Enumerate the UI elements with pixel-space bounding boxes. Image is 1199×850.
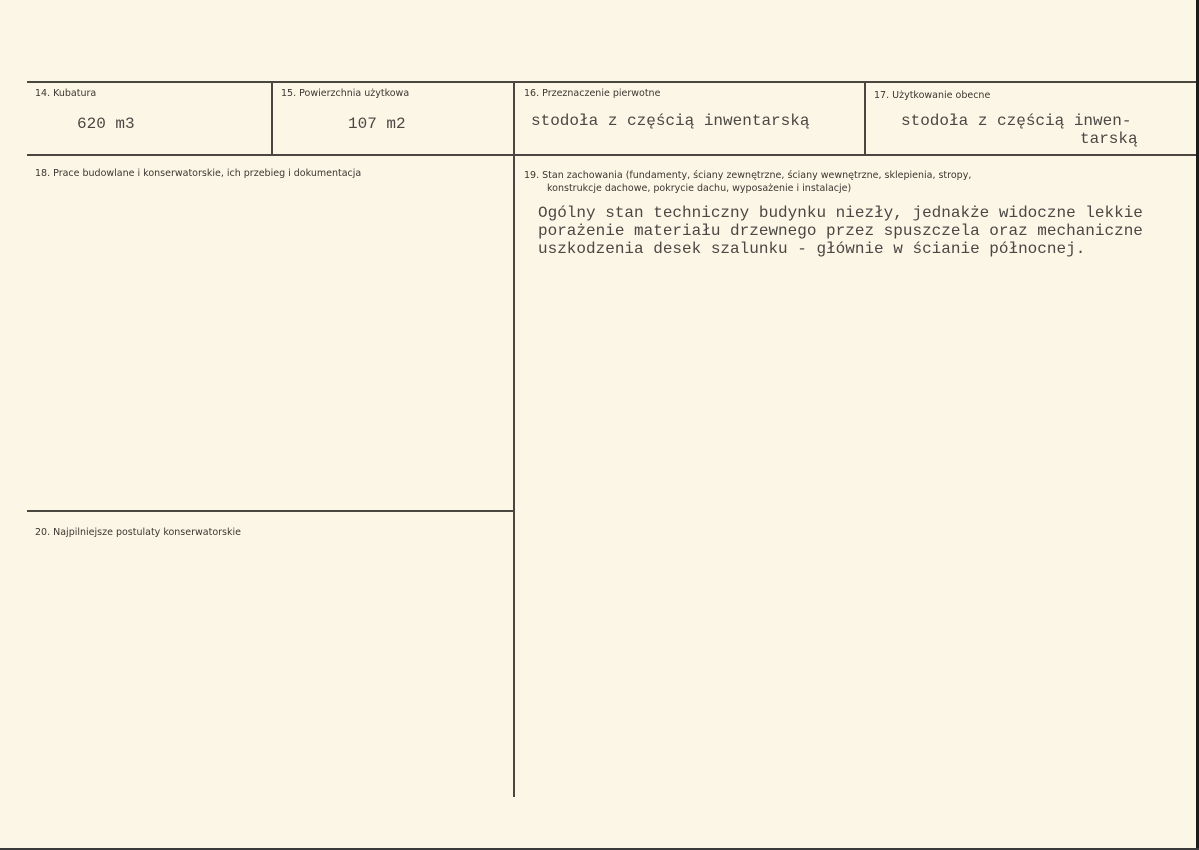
kubatura-value: 620 m3 [77,115,135,133]
stan-zachowania-label [524,169,1024,195]
stan-zachowania-label-line1: 19. Stan zachowania (fundamenty, ściany zewnętrzne, ściany wewnętrzne, sklepienia, stropy, [524,170,972,181]
powierzchnia-value: 107 m2 [348,115,406,133]
przeznaczenie-label: 16. Przeznaczenie pierwotne [524,88,661,99]
col-divider-2 [513,81,515,797]
uzytkowanie-value-line2: tarską [1080,130,1138,148]
powierzchnia-label: 15. Powierzchnia użytkowa [281,88,410,99]
prace-budowlane-label: 18. Prace budowlane i konserwatorskie, ich przebieg i dokumentacja [35,168,362,179]
postulaty-label: 20. Najpilniejsze postulaty konserwatorskie [35,527,241,538]
col-divider-3 [864,81,866,154]
stan-zachowania-label-line2: konstrukcje dachowe, pokrycie dachu, wyposażenie i instalacje) [547,183,852,194]
section-rule [27,510,513,512]
uzytkowanie-value-line1: stodoła z częścią inwen- [901,112,1132,130]
stan-zachowania-value-line2: porażenie materiału drzewnego przez spuszczela oraz mechaniczne [538,222,1143,240]
row-rule [27,154,1197,156]
przeznaczenie-value: stodoła z częścią inwentarską [531,112,810,130]
uzytkowanie-label: 17. Użytkowanie obecne [874,90,991,101]
stan-zachowania-value-line3: uszkodzenia desek szalunku - głównie w ścianie północnej. [538,240,1086,258]
col-divider-1 [271,81,273,154]
kubatura-label: 14. Kubatura [35,88,97,99]
stan-zachowania-value-line1: Ogólny stan techniczny budynku niezły, jednakże widoczne lekkie [538,204,1143,222]
top-rule [27,81,1197,83]
